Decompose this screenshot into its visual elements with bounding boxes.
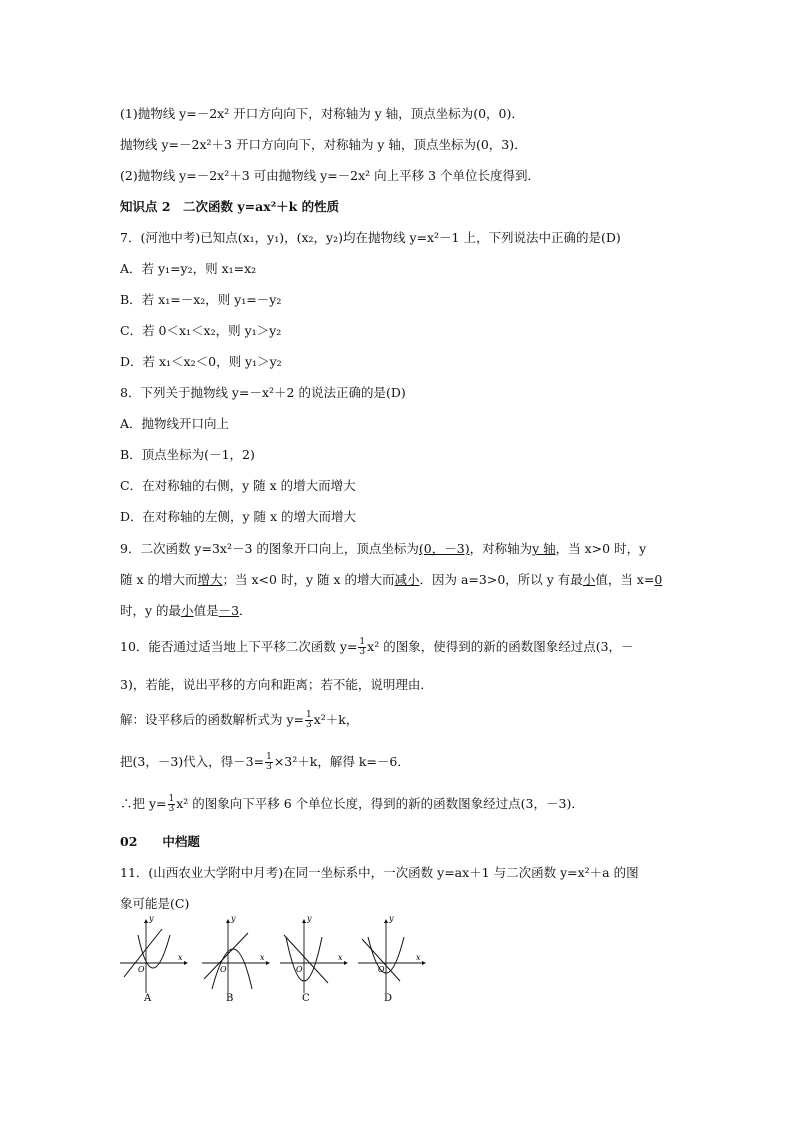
q9-answer-min2: 小 <box>181 603 194 618</box>
sol-text: 解：设平移后的函数解析式为 y= <box>120 712 305 727</box>
q9-text: ． <box>239 603 252 618</box>
question-7: 7．(河池中考)已知点(x₁，y₁)，(x₂，y₂)均在抛物线 y=x²－1 上，下列说法中正确的是(D) <box>120 230 621 245</box>
q9-answer-vertex: (0，－3) <box>418 541 470 556</box>
q9-text: 值是 <box>193 603 219 618</box>
origin-label: O <box>378 965 385 974</box>
question-8-option-d: D．在对称轴的左侧，y 随 x 的增大而增大 <box>120 509 357 524</box>
question-7-option-b: B．若 x₁=－x₂，则 y₁=－y₂ <box>120 292 282 307</box>
fraction-one-third <box>305 711 313 730</box>
question-8-option-c: C．在对称轴的右侧，y 随 x 的增大而增大 <box>120 478 356 493</box>
sol-text: x²＋k， <box>313 712 359 727</box>
fraction-numerator: 1 <box>359 637 366 647</box>
axis-label-y: y <box>389 915 394 923</box>
solution-line-1 <box>120 711 358 730</box>
line-1: (1)抛物线 y=－2x² 开口方向向下，对称轴为 y 轴，顶点坐标为(0，0)． <box>120 106 524 121</box>
section-heading-knowledge-point-2: 知识点 2 二次函数 y=ax²＋k 的性质 <box>120 199 340 214</box>
fraction-denominator: 3 <box>168 804 175 814</box>
graph-label-c: C <box>302 993 310 1004</box>
q9-text: ；当 x<0 时，y 随 x 的增大而 <box>222 572 395 587</box>
q9-answer-decrease: 减小 <box>394 572 420 587</box>
question-10-line-1 <box>120 638 634 657</box>
section-heading-medium: 02 中档题 <box>120 834 200 849</box>
axis-label-y: y <box>307 915 312 923</box>
question-7-option-a: A．若 y₁=y₂，则 x₁=x₂ <box>120 261 257 276</box>
q9-text: 随 x 的增大而 <box>120 572 198 587</box>
q9-text: ，对称轴为 <box>469 541 533 556</box>
q10-text: x² 的图象，使得到的新的函数图象经过点(3，－ <box>367 639 634 654</box>
axis-label-x: x <box>338 953 343 962</box>
q9-text: 9．二次函数 y=3x²－3 的图象开口向上，顶点坐标为 <box>120 541 419 556</box>
sol-text: x² 的图象向下平移 6 个单位长度，得到的新的函数图象经过点(3，－3)． <box>176 796 584 811</box>
q9-text: 值，当 x= <box>595 572 655 587</box>
question-11-line-2: 象可能是(C) <box>120 896 190 911</box>
question-7-option-c: C．若 0＜x₁＜x₂，则 y₁＞y₂ <box>120 323 282 338</box>
line-2: 抛物线 y=－2x²＋3 开口方向向下，对称轴为 y 轴，顶点坐标为(0，3)． <box>120 137 527 152</box>
graph-label-d: D <box>384 993 393 1004</box>
sol-text: 把(3，－3)代入，得－3= <box>120 754 265 769</box>
sol-text: ×3²＋k，解得 k=－6． <box>273 754 410 769</box>
fraction-numerator: 1 <box>266 752 272 762</box>
question-9-line-2 <box>120 572 662 588</box>
graph-option-d <box>356 915 432 1005</box>
axis-label-x: x <box>178 953 183 962</box>
axis-label-x: x <box>260 953 265 962</box>
q9-answer-x: 0 <box>654 572 663 587</box>
q9-answer-axis: y 轴 <box>532 541 556 556</box>
solution-line-2 <box>120 753 410 772</box>
origin-label: O <box>138 965 145 974</box>
graph-label-b: B <box>226 993 234 1004</box>
graph-option-c <box>278 915 354 1005</box>
question-8-option-a: A．抛物线开口向上 <box>120 416 230 431</box>
fraction-numerator: 1 <box>306 710 312 720</box>
q10-text: 10．能否通过适当地上下平移二次函数 y= <box>120 639 358 654</box>
question-9-line-1 <box>120 541 646 557</box>
q9-text: ．因为 a=3>0，所以 y 有最 <box>419 572 583 587</box>
axis-label-y: y <box>231 915 236 923</box>
fraction-denominator: 3 <box>306 720 312 730</box>
question-8: 8．下列关于抛物线 y=－x²＋2 的说法正确的是(D) <box>120 385 406 400</box>
question-7-option-d: D．若 x₁＜x₂＜0，则 y₁＞y₂ <box>120 354 282 369</box>
question-11-line-1: 11．(山西农业大学附中月考)在同一坐标系中，一次函数 y=ax＋1 与二次函数 y=x²＋a 的图 <box>120 865 639 880</box>
question-8-option-b: B．顶点坐标为(－1，2) <box>120 447 255 462</box>
line-3: (2)抛物线 y=－2x²＋3 可由抛物线 y=－2x² 向上平移 3 个单位长度得到． <box>120 168 541 183</box>
fraction-one-third <box>168 795 176 814</box>
q9-text: 时，y 的最 <box>120 603 182 618</box>
q9-text: ，当 x>0 时，y <box>555 541 647 556</box>
origin-label: O <box>296 965 303 974</box>
graph-option-b <box>200 915 276 1005</box>
q9-answer-value: －3 <box>218 603 240 618</box>
question-9-line-3 <box>120 603 252 619</box>
fraction-denominator: 3 <box>359 647 366 657</box>
fraction-one-third <box>358 638 366 657</box>
axis-label-x: x <box>416 953 421 962</box>
graph-label-a: A <box>144 993 152 1004</box>
fraction-one-third <box>265 753 273 772</box>
solution-line-3 <box>120 795 584 814</box>
fraction-denominator: 3 <box>266 762 272 772</box>
graph-option-a <box>118 915 194 1005</box>
q9-answer-increase: 增大 <box>197 572 223 587</box>
axis-label-y: y <box>149 915 154 923</box>
origin-label: O <box>220 965 227 974</box>
q9-answer-min: 小 <box>582 572 596 587</box>
question-10-line-2: 3)，若能，说出平移的方向和距离；若不能，说明理由． <box>120 677 433 692</box>
sol-text: ∴把 y= <box>120 796 167 811</box>
fraction-numerator: 1 <box>168 794 175 804</box>
